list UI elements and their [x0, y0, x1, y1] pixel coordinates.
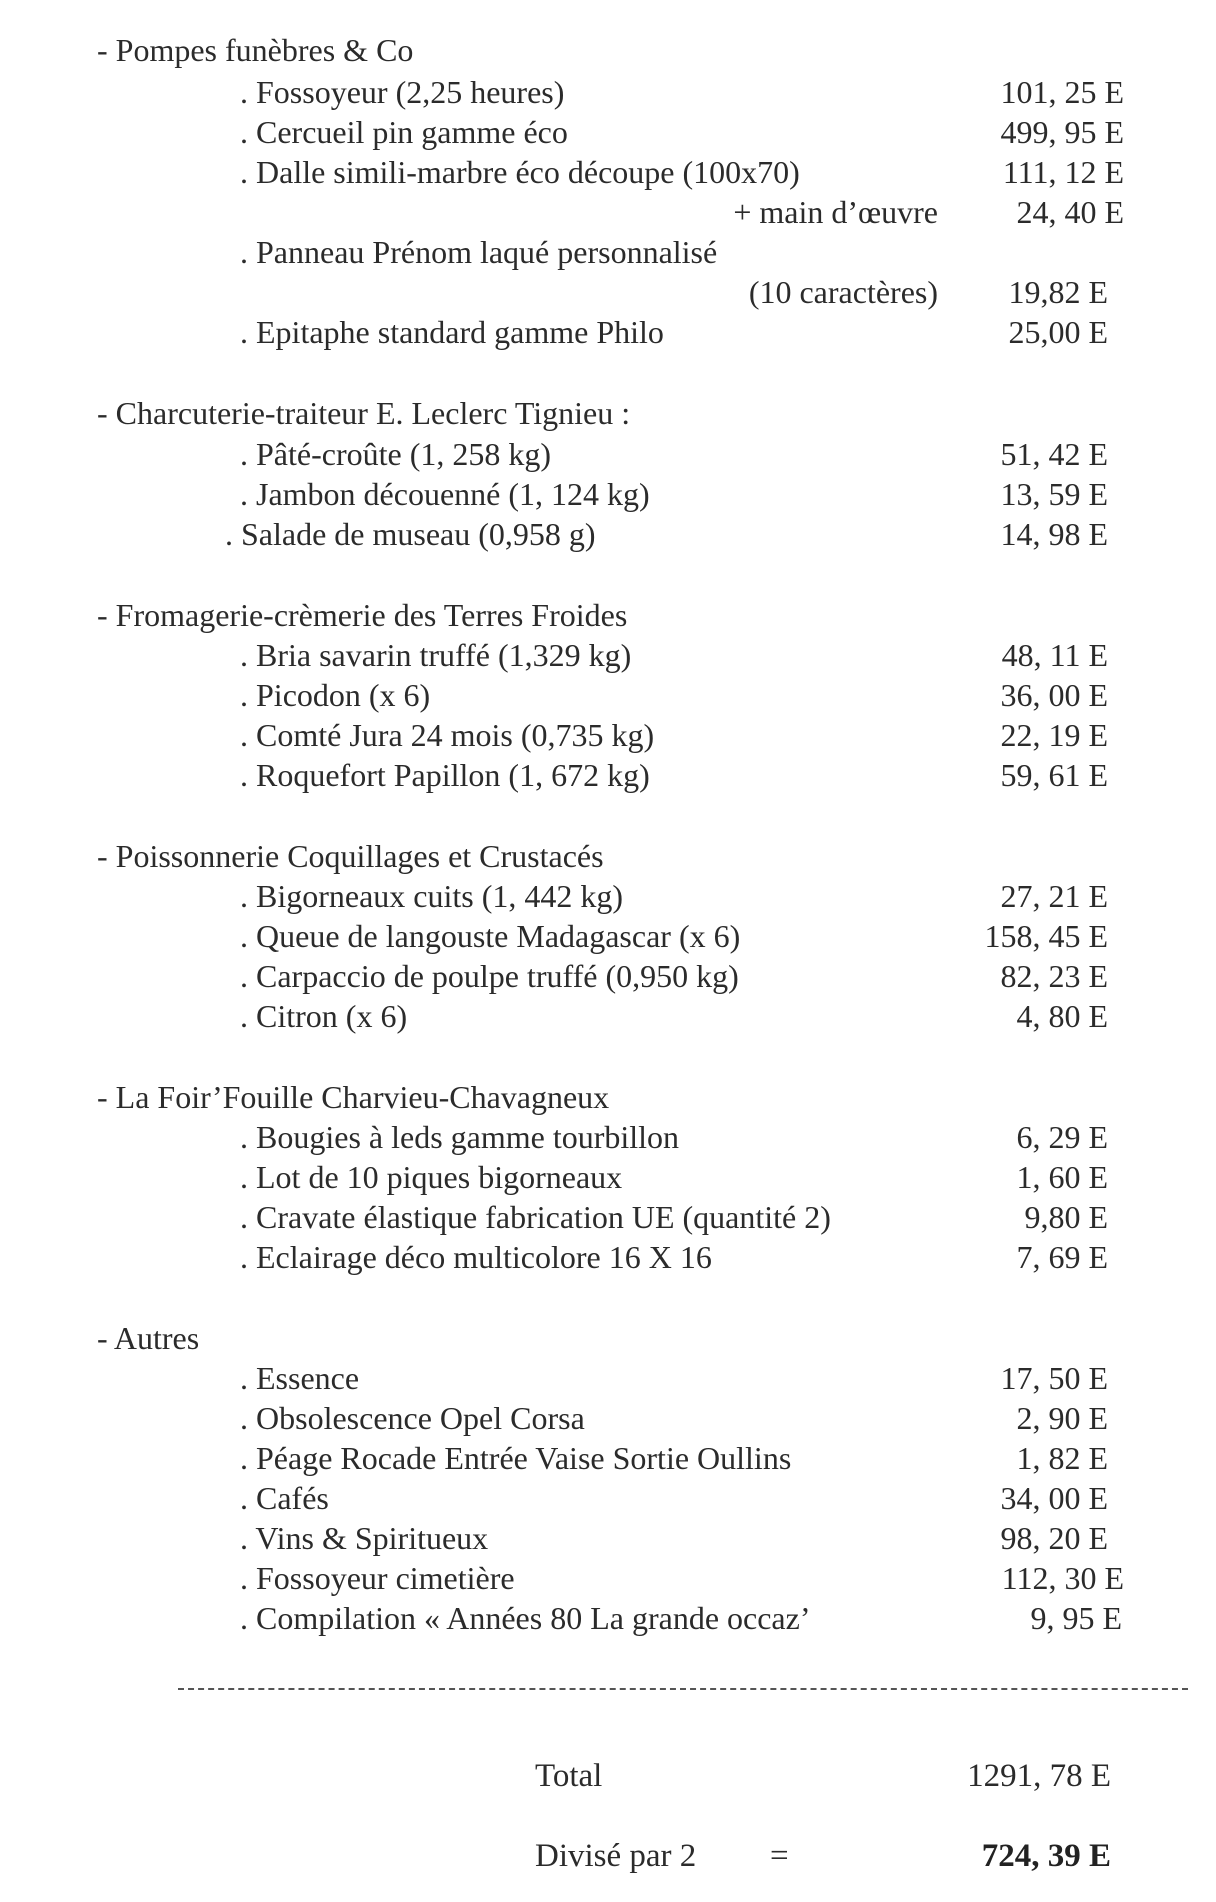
- item-label: . Bria savarin truffé (1,329 kg): [240, 637, 632, 673]
- section-heading: - La Foir’Fouille Charvieu-Chavagneux: [97, 1079, 610, 1115]
- list-item: [0, 1598, 1216, 1638]
- item-amount: 14, 98 E: [1000, 516, 1108, 552]
- item-amount: 112, 30 E: [1001, 1560, 1124, 1596]
- item-label: . Carpaccio de poulpe truffé (0,950 kg): [240, 958, 739, 994]
- item-amount: 27, 21 E: [1000, 878, 1108, 914]
- item-label: . Jambon découenné (1, 124 kg): [240, 476, 650, 512]
- list-item: [0, 876, 1216, 916]
- item-label: . Péage Rocade Entrée Vaise Sortie Oullins: [240, 1440, 792, 1476]
- list-item: [0, 474, 1216, 514]
- item-amount: 13, 59 E: [1000, 476, 1108, 512]
- item-amount: 111, 12 E: [1002, 154, 1124, 190]
- item-label: . Bougies à leds gamme tourbillon: [240, 1119, 680, 1155]
- item-amount: 1, 82 E: [1016, 1440, 1108, 1476]
- list-item: [0, 1558, 1216, 1598]
- item-amount: 98, 20 E: [1000, 1520, 1108, 1556]
- equals-sign: =: [770, 1838, 789, 1874]
- item-label: . Citron (x 6): [240, 998, 408, 1034]
- item-amount: 9, 95 E: [1030, 1600, 1122, 1636]
- item-label: . Roquefort Papillon (1, 672 kg): [240, 757, 650, 793]
- item-label: . Fossoyeur (2,25 heures): [240, 74, 565, 110]
- list-item: [0, 755, 1216, 795]
- list-item: [0, 152, 1216, 192]
- divided-label: Divisé par 2: [535, 1838, 697, 1874]
- item-label: . Salade de museau (0,958 g): [225, 516, 596, 552]
- list-item: [0, 1197, 1216, 1237]
- item-amount: 1, 60 E: [1016, 1159, 1108, 1195]
- divided-row: [0, 1836, 1216, 1880]
- list-item: [0, 1478, 1216, 1518]
- list-item: [0, 1237, 1216, 1277]
- divided-amount: 724, 39 E: [981, 1838, 1111, 1874]
- list-item: [0, 112, 1216, 152]
- total-label: Total: [535, 1758, 603, 1794]
- list-item: [0, 1358, 1216, 1398]
- list-item: [0, 192, 1216, 232]
- section-heading: - Fromagerie-crèmerie des Terres Froides: [97, 597, 628, 633]
- list-item: [0, 272, 1216, 312]
- item-amount: 48, 11 E: [1001, 637, 1108, 673]
- item-amount: 7, 69 E: [1016, 1239, 1108, 1275]
- item-label: . Compilation « Années 80 La grande occaz’: [240, 1600, 811, 1636]
- item-amount: 36, 00 E: [1000, 677, 1108, 713]
- list-item: [0, 715, 1216, 755]
- total-amount: 1291, 78 E: [967, 1758, 1111, 1794]
- section-heading: - Poissonnerie Coquillages et Crustacés: [97, 838, 604, 874]
- list-item: [0, 1518, 1216, 1558]
- item-label: . Epitaphe standard gamme Philo: [240, 314, 664, 350]
- section-heading: - Autres: [97, 1320, 200, 1356]
- item-amount: 25,00 E: [1008, 314, 1108, 350]
- section-heading: - Pompes funèbres & Co: [97, 32, 414, 68]
- list-item: [0, 1438, 1216, 1478]
- list-item: [0, 675, 1216, 715]
- item-amount: 59, 61 E: [1000, 757, 1108, 793]
- item-label: . Obsolescence Opel Corsa: [240, 1400, 585, 1436]
- item-amount: 17, 50 E: [1000, 1360, 1108, 1396]
- item-amount: 101, 25 E: [1000, 74, 1124, 110]
- item-label: . Essence: [240, 1360, 360, 1396]
- item-label: . Lot de 10 piques bigorneaux: [240, 1159, 623, 1195]
- item-label: . Picodon (x 6): [240, 677, 431, 713]
- list-item: [0, 434, 1216, 474]
- item-label: . Eclairage déco multicolore 16 X 16: [240, 1239, 712, 1275]
- item-label: . Dalle simili-marbre éco découpe (100x70): [240, 154, 800, 190]
- list-item: [0, 635, 1216, 675]
- list-item: [0, 312, 1216, 352]
- item-amount: 82, 23 E: [1000, 958, 1108, 994]
- list-item: [0, 996, 1216, 1036]
- list-item: [0, 956, 1216, 996]
- list-item: [0, 232, 1216, 272]
- item-amount: 19,82 E: [1008, 274, 1108, 310]
- list-item: [0, 72, 1216, 112]
- item-label: . Panneau Prénom laqué personnalisé: [240, 234, 718, 270]
- item-amount: 9,80 E: [1024, 1199, 1108, 1235]
- item-label: . Cercueil pin gamme éco: [240, 114, 568, 150]
- item-label: . Queue de langouste Madagascar (x 6): [240, 918, 741, 954]
- list-item: [0, 1398, 1216, 1438]
- dashed-separator: [178, 1688, 1188, 1690]
- list-item: [0, 514, 1216, 554]
- item-amount: 4, 80 E: [1016, 998, 1108, 1034]
- section-heading: - Charcuterie-traiteur E. Leclerc Tignieu :: [97, 395, 631, 431]
- item-amount: 24, 40 E: [1016, 194, 1124, 230]
- list-item: [0, 1157, 1216, 1197]
- list-item: [0, 916, 1216, 956]
- total-row: [0, 1756, 1216, 1800]
- item-label: + main d’œuvre: [733, 194, 938, 230]
- item-label: (10 caractères): [748, 274, 938, 310]
- item-label: . Cravate élastique fabrication UE (quantité 2): [240, 1199, 831, 1235]
- item-label: . Fossoyeur cimetière: [240, 1560, 515, 1596]
- item-amount: 34, 00 E: [1000, 1480, 1108, 1516]
- item-amount: 499, 95 E: [1000, 114, 1124, 150]
- item-label: . Comté Jura 24 mois (0,735 kg): [240, 717, 655, 753]
- item-amount: 22, 19 E: [1000, 717, 1108, 753]
- item-label: . Bigorneaux cuits (1, 442 kg): [240, 878, 624, 914]
- item-amount: 2, 90 E: [1016, 1400, 1108, 1436]
- item-amount: 158, 45 E: [984, 918, 1108, 954]
- item-label: . Cafés: [240, 1480, 329, 1516]
- item-label: . Vins & Spiritueux: [240, 1520, 489, 1556]
- item-label: . Pâté-croûte (1, 258 kg): [240, 436, 552, 472]
- item-amount: 51, 42 E: [1000, 436, 1108, 472]
- list-item: [0, 1117, 1216, 1157]
- item-amount: 6, 29 E: [1016, 1119, 1108, 1155]
